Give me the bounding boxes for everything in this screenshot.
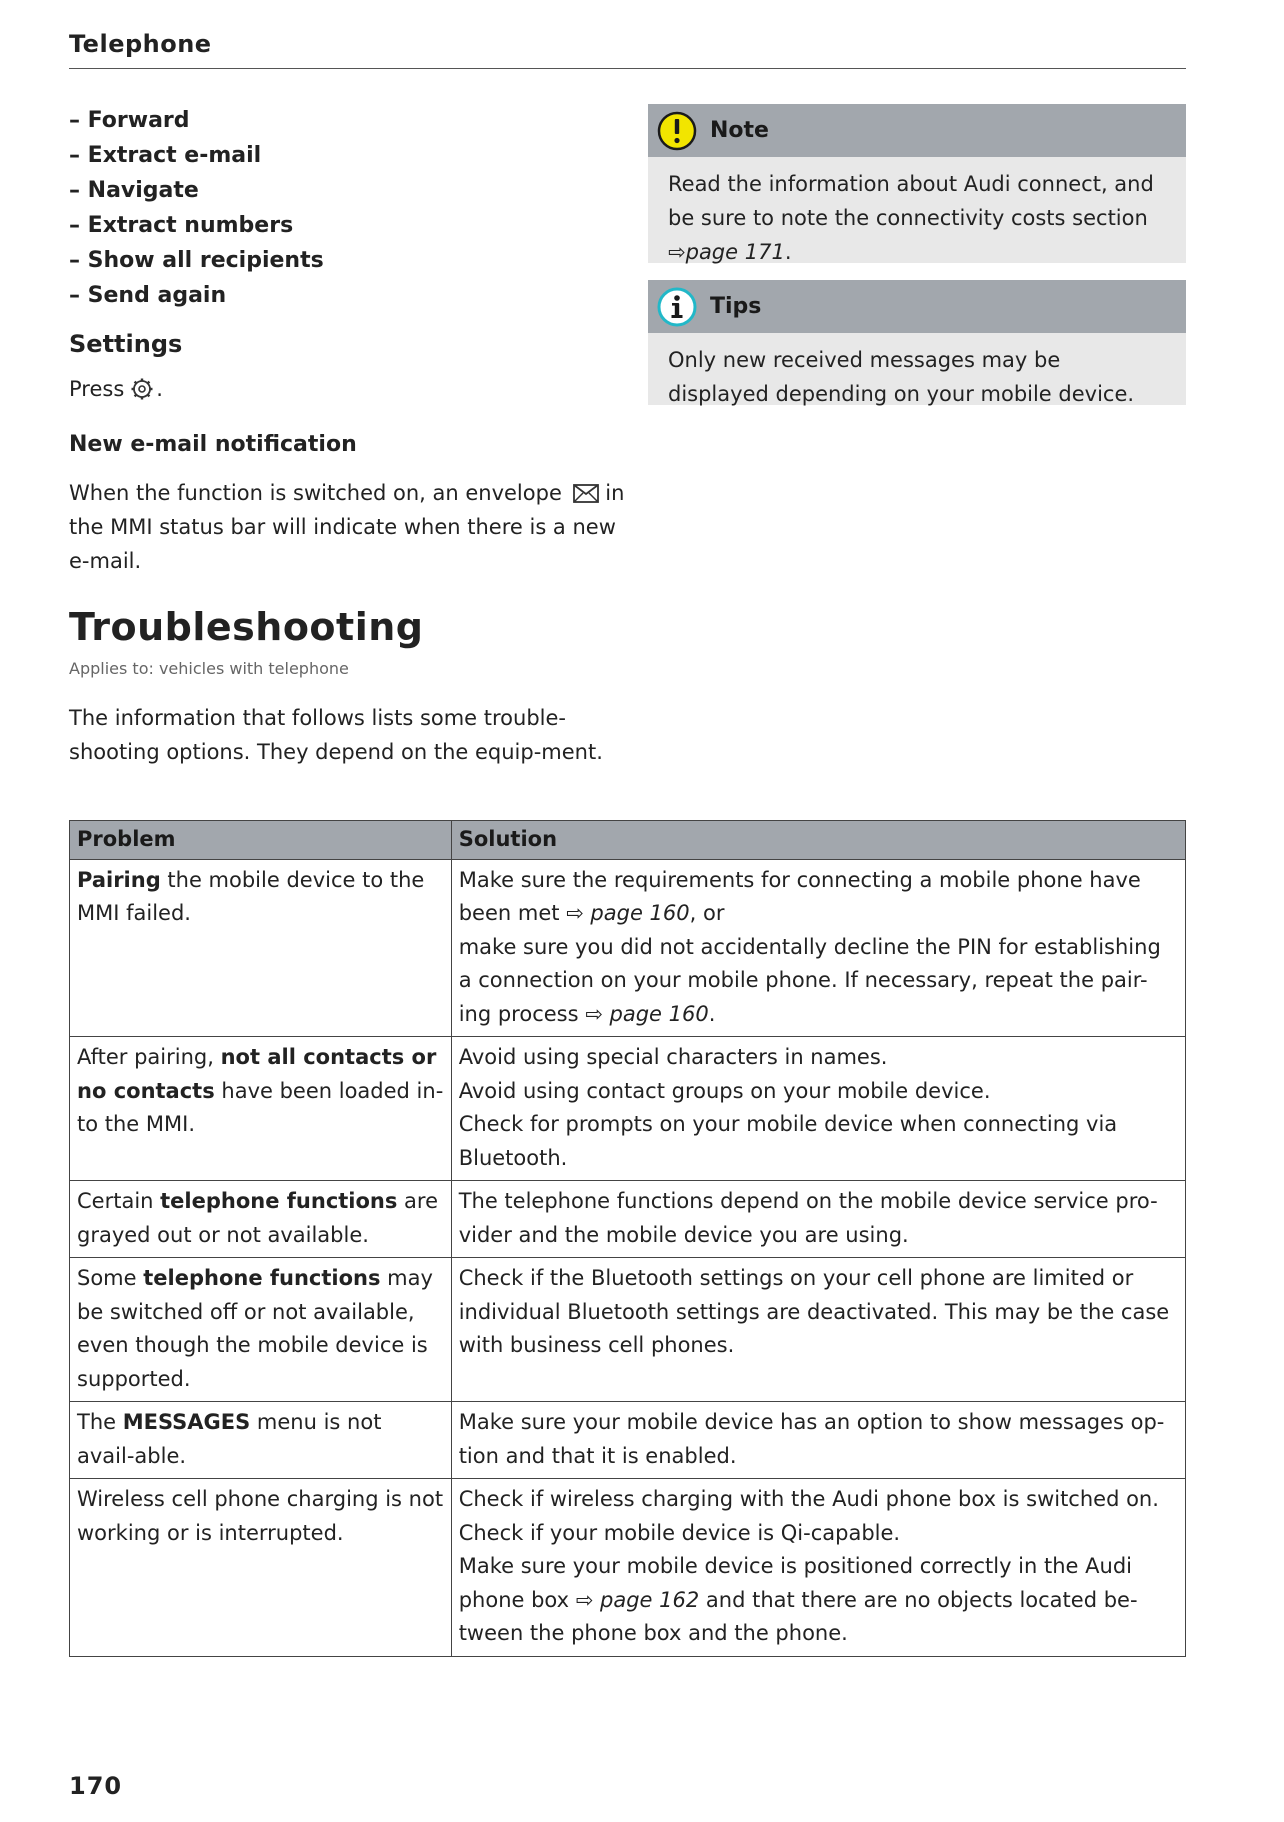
- problem-cell: [70, 1479, 452, 1657]
- solution-line: [459, 1041, 1178, 1075]
- troubleshooting-heading: Troubleshooting: [69, 605, 424, 649]
- problem-text: have been loaded in-to the MMI.: [77, 1078, 444, 1136]
- problem-text: menu is not avail-able.: [77, 1410, 382, 1468]
- note-box: [648, 104, 1186, 263]
- list-item: – Navigate: [69, 178, 199, 203]
- page-header-title: Telephone: [69, 30, 212, 58]
- page-reference: page 171: [685, 240, 785, 264]
- problem-cell: [70, 1258, 452, 1402]
- solution-line: [459, 1185, 1178, 1252]
- solution-cell: [451, 1258, 1185, 1402]
- table-body: [70, 859, 1186, 1656]
- envelope-icon: [573, 484, 599, 503]
- solution-text: .: [708, 1001, 716, 1026]
- list-item: – Show all recipients: [69, 248, 324, 273]
- table-row: [70, 1402, 1186, 1479]
- solution-text: Check for prompts on your mobile device when connecting via Bluetooth.: [458, 1112, 1118, 1170]
- solution-cell: [451, 1402, 1185, 1479]
- solution-text: Avoid using contact groups on your mobile device.: [458, 1078, 991, 1103]
- solution-text: Make sure your mobile device is positioned correctly in the Audi phone box ⇨: [458, 1554, 1132, 1612]
- new-email-text-start: When the function is switched on, an envelope: [69, 481, 562, 505]
- warning-icon: [656, 110, 698, 152]
- note-body: [648, 157, 1186, 277]
- press-suffix: .: [156, 377, 163, 401]
- problem-text-bold: MESSAGES: [122, 1410, 251, 1434]
- list-item: – Send again: [69, 283, 227, 308]
- table-row: [70, 1037, 1186, 1181]
- info-icon: [656, 286, 698, 328]
- problem-cell: [70, 1181, 452, 1258]
- tips-body: [648, 333, 1186, 419]
- solution-cell: [451, 1181, 1185, 1258]
- solution-line: [459, 1108, 1178, 1175]
- tips-label: Tips: [710, 294, 762, 319]
- solution-cell: [451, 859, 1185, 1037]
- solution-text: Check if your mobile device is Qi-capable.: [458, 1520, 901, 1545]
- table-row: [70, 1258, 1186, 1402]
- new-email-heading: New e-mail notification: [69, 432, 357, 457]
- problem-text-bold: telephone functions: [143, 1266, 381, 1290]
- press-label: Press: [69, 377, 125, 401]
- note-label: Note: [710, 118, 769, 143]
- note-end: .: [784, 240, 792, 264]
- problem-text: After pairing,: [77, 1045, 221, 1069]
- solution-line: [459, 931, 1178, 1032]
- troubleshooting-intro: The information that follows lists some trouble-shooting options. They depend on the equip-ment.: [69, 706, 603, 764]
- problem-text: The: [77, 1410, 123, 1434]
- applies-to-note: Applies to: vehicles with telephone: [69, 659, 349, 678]
- column-header-solution: Solution: [451, 821, 1185, 860]
- solution-text: Avoid using special characters in names.: [458, 1045, 888, 1069]
- page-number: 170: [69, 1772, 123, 1800]
- problem-text: Some: [77, 1266, 144, 1290]
- tips-box: [648, 280, 1186, 405]
- table-row: [70, 1181, 1186, 1258]
- solution-text: make sure you did not accidentally decline the PIN for establishing a connection on your mobile phone. If necessary, repeat the pair-ing process ⇨: [458, 934, 1161, 1026]
- solution-text: and that there are no objects located be-tween the phone box and the phone.: [458, 1587, 1138, 1645]
- header-divider: [69, 68, 1186, 69]
- problem-text-bold: not all contacts or no contacts: [77, 1045, 437, 1103]
- page-reference: page 162: [600, 1587, 700, 1612]
- solution-line: [459, 1517, 1178, 1551]
- new-email-description: [69, 476, 629, 578]
- problem-text-bold: Pairing: [77, 867, 161, 892]
- page-reference: page 160: [609, 1001, 709, 1026]
- solution-text: , or: [689, 901, 725, 925]
- solution-text: The telephone functions depend on the mobile device service pro-vider and the mobile device you are using.: [458, 1189, 1158, 1247]
- problem-text: the mobile device to the MMI failed.: [77, 867, 425, 925]
- problem-text: Certain: [77, 1189, 161, 1213]
- solution-line: [459, 1075, 1178, 1109]
- problem-text: Wireless cell phone charging is not working or is interrupted.: [77, 1487, 444, 1545]
- solution-text: Make sure your mobile device has an option to show messages op-tion and that it is enabled.: [458, 1410, 1165, 1468]
- solution-text: Make sure the requirements for connecting a mobile phone have been met ⇨: [458, 867, 1141, 925]
- settings-instruction: [69, 377, 163, 401]
- solution-cell: [451, 1479, 1185, 1657]
- problem-cell: [70, 859, 452, 1037]
- problem-text: may be switched off or not available, even though the mobile device is supported.: [77, 1266, 433, 1391]
- message-options-list: [69, 103, 324, 313]
- page-reference: page 160: [590, 901, 690, 925]
- tips-text: Only new received messages may be displayed depending on your mobile device.: [668, 348, 1135, 406]
- problem-cell: [70, 1037, 452, 1181]
- table-row: [70, 1479, 1186, 1657]
- solution-line: [459, 864, 1178, 931]
- gear-icon: [130, 377, 154, 401]
- troubleshooting-table: [69, 820, 1186, 1657]
- new-email-text-end: in the MMI status bar will indicate when there is a new e-mail.: [69, 481, 625, 573]
- problem-cell: [70, 1402, 452, 1479]
- note-text: Read the information about Audi connect, and be sure to note the connectivity costs section: [668, 172, 1154, 230]
- arrow-icon: ⇨: [668, 240, 686, 264]
- table-header-row: [70, 821, 1186, 860]
- solution-line: [459, 1483, 1178, 1517]
- solution-line: [459, 1550, 1178, 1651]
- table-row: [70, 859, 1186, 1037]
- list-item: – Extract numbers: [69, 213, 294, 238]
- solution-line: [459, 1262, 1178, 1363]
- settings-heading: Settings: [69, 330, 183, 358]
- list-item: – Extract e-mail: [69, 143, 262, 168]
- solution-cell: [451, 1037, 1185, 1181]
- solution-text: Check if wireless charging with the Audi phone box is switched on.: [458, 1487, 1159, 1511]
- list-item: – Forward: [69, 108, 190, 133]
- column-header-problem: Problem: [70, 821, 452, 860]
- tips-header: [648, 280, 1186, 333]
- solution-line: [459, 1406, 1178, 1473]
- solution-text: Check if the Bluetooth settings on your cell phone are limited or individual Bluetooth settings are deactivated. This may be the case with business cell phones.: [458, 1266, 1170, 1357]
- problem-text: are grayed out or not available.: [77, 1189, 439, 1247]
- note-header: [648, 104, 1186, 157]
- problem-text-bold: telephone functions: [160, 1189, 398, 1213]
